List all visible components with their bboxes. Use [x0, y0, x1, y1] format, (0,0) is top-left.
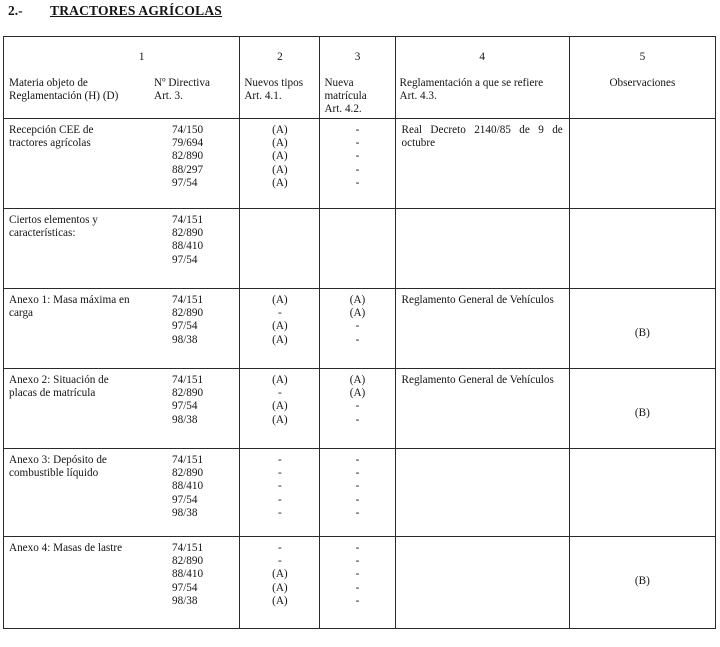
- directive-list: [159, 124, 203, 190]
- reglamentacion-cell: [395, 209, 569, 289]
- header-reglamentacion: Reglamentación a que se refiere Art. 4.3.: [399, 77, 544, 103]
- directive-number: 98/38: [172, 506, 198, 519]
- directive-number: 82/890: [172, 227, 204, 240]
- observacion-text: (B): [634, 575, 650, 587]
- reglamentacion-text: [396, 209, 569, 214]
- directive-number: 74/151: [172, 214, 204, 226]
- col-number-4: 4: [479, 51, 485, 63]
- observacion-text: (B): [634, 327, 650, 339]
- mark: -: [355, 568, 360, 581]
- nuevos-tipos-cell: [240, 289, 320, 369]
- directive-number: 98/38: [172, 413, 198, 426]
- mark: -: [355, 480, 360, 493]
- mark: -: [355, 333, 360, 346]
- subject-text: Recepción CEE de tractores agrícolas: [9, 124, 94, 150]
- header-row: [4, 37, 716, 119]
- nuevos-tipos-cell: [240, 537, 320, 629]
- nueva-matricula-cell: [320, 537, 395, 629]
- col-number-3: 3: [354, 51, 361, 63]
- subject-text: Anexo 4: Masas de lastre: [9, 542, 123, 554]
- directive-list: [159, 542, 203, 608]
- directive-number: 88/410: [172, 568, 204, 581]
- directive-number: 98/38: [172, 594, 198, 607]
- directive-number: 74/151: [172, 454, 204, 466]
- directive-number: 97/54: [172, 320, 198, 333]
- directive-number: 79/694: [172, 137, 204, 150]
- header-nuevos-tipos: Nuevos tipos Art. 4.1.: [244, 77, 304, 103]
- directive-number: 74/150: [172, 124, 204, 136]
- section-title: TRACTORES AGRÍCOLAS: [50, 3, 222, 18]
- mark: -: [355, 320, 360, 333]
- directive-list: [159, 454, 203, 520]
- mark: -: [355, 124, 360, 136]
- directive-number: 74/151: [172, 294, 204, 306]
- directive-number: 97/54: [172, 400, 198, 413]
- mark: -: [355, 467, 360, 480]
- observacion-text: [570, 449, 715, 487]
- nueva-matricula-cell: [320, 369, 395, 449]
- directive-number: 97/54: [172, 176, 198, 189]
- mark: -: [278, 387, 282, 400]
- mark: (A): [272, 333, 288, 346]
- observaciones-cell: [569, 449, 715, 537]
- directive-number: 82/890: [172, 467, 204, 480]
- mark: (A): [349, 294, 366, 306]
- mark: -: [355, 493, 360, 506]
- directive-number: 97/54: [172, 493, 198, 506]
- mark: (A): [272, 150, 288, 163]
- mark: -: [278, 307, 282, 320]
- mark: -: [278, 480, 282, 493]
- reglamentacion-text: Reglamento General de Vehículos: [401, 294, 554, 306]
- reglamentacion-cell: [395, 369, 569, 449]
- observaciones-cell: [569, 369, 715, 449]
- table-row: [4, 369, 716, 449]
- header-col-4: [395, 37, 569, 119]
- mark: (A): [272, 374, 288, 386]
- mark: -: [355, 150, 360, 163]
- header-nueva-matricula: Nueva matrícula Art. 4.2.: [324, 77, 367, 116]
- directive-number: 82/890: [172, 150, 204, 163]
- mark: -: [355, 581, 360, 594]
- header-observaciones: Observaciones: [609, 77, 676, 89]
- mark: -: [355, 400, 360, 413]
- mark: -: [355, 594, 360, 607]
- observacion-text: (B): [634, 407, 650, 419]
- observaciones-cell: [569, 209, 715, 289]
- subject-text: Ciertos elementos y características:: [9, 214, 98, 240]
- mark: -: [355, 542, 360, 554]
- nueva-matricula-cell: [320, 119, 395, 209]
- reglamentacion-cell: [395, 537, 569, 629]
- header-directiva: Nº Directiva Art. 3.: [154, 77, 210, 103]
- mark: (A): [272, 124, 288, 136]
- nueva-matricula-cell: [320, 289, 395, 369]
- subject-cell: [4, 369, 240, 449]
- mark: (A): [272, 581, 288, 594]
- directive-number: 82/890: [172, 387, 204, 400]
- mark: -: [355, 413, 360, 426]
- directive-number: 97/54: [172, 253, 198, 266]
- mark: -: [355, 454, 360, 466]
- section-number: 2.-: [8, 3, 23, 18]
- nuevos-tipos-cell: [240, 119, 320, 209]
- directive-number: 88/410: [172, 240, 204, 253]
- mark: (A): [272, 176, 288, 189]
- header-col-1: [4, 37, 240, 119]
- mark: -: [278, 542, 282, 554]
- mark: (A): [349, 307, 366, 320]
- col-number-1: 1: [138, 51, 145, 63]
- observaciones-cell: [569, 289, 715, 369]
- reglamentacion-cell: [395, 449, 569, 537]
- observaciones-cell: [569, 119, 715, 209]
- reglamentacion-text: Real Decreto 2140/85 de 9 de octubre: [401, 124, 563, 150]
- mark: (A): [272, 568, 288, 581]
- subject-cell: [4, 449, 240, 537]
- mark: (A): [272, 320, 288, 333]
- observaciones-cell: [569, 537, 715, 629]
- reglamentacion-cell: [395, 289, 569, 369]
- header-materia: Materia objeto de Reglamentación (H) (D): [9, 77, 119, 103]
- reglamentacion-cell: [395, 119, 569, 209]
- subject-text: Anexo 2: Situación de placas de matrícula: [9, 374, 109, 400]
- mark: -: [355, 176, 360, 189]
- mark: -: [355, 137, 360, 150]
- mark: (A): [272, 137, 288, 150]
- subject-cell: [4, 537, 240, 629]
- mark: (A): [272, 413, 288, 426]
- nueva-matricula-cell: [320, 449, 395, 537]
- mark: -: [355, 506, 360, 519]
- nuevos-tipos-cell: [240, 369, 320, 449]
- col-number-5: 5: [639, 51, 646, 63]
- col-number-2: 2: [277, 51, 283, 63]
- mark: -: [278, 493, 282, 506]
- mark: (A): [272, 294, 288, 306]
- directive-number: 98/38: [172, 333, 198, 346]
- directive-list: [159, 294, 203, 347]
- directive-number: 82/890: [172, 555, 204, 568]
- header-col-5: [569, 37, 715, 119]
- mark: -: [278, 506, 282, 519]
- table-row: [4, 289, 716, 369]
- directive-number: 74/151: [172, 542, 204, 554]
- nueva-matricula-cell: [320, 209, 395, 289]
- directive-number: 97/54: [172, 581, 198, 594]
- table-row: [4, 209, 716, 289]
- directive-list: [159, 214, 203, 267]
- reglamentacion-text: [396, 449, 569, 454]
- mark: (A): [349, 374, 366, 386]
- directive-number: 74/151: [172, 374, 204, 386]
- mark: (A): [272, 400, 288, 413]
- observacion-text: [570, 209, 715, 247]
- mark: (A): [272, 594, 288, 607]
- directive-number: 88/297: [172, 163, 204, 176]
- reglamentacion-text: Reglamento General de Vehículos: [401, 374, 554, 386]
- mark: -: [278, 555, 282, 568]
- subject-cell: [4, 119, 240, 209]
- mark: -: [278, 454, 282, 466]
- table-row: [4, 119, 716, 209]
- directive-number: 82/890: [172, 307, 204, 320]
- section-heading: [8, 3, 222, 19]
- nuevos-tipos-cell: [240, 209, 320, 289]
- subject-text: Anexo 3: Depósito de combustible líquido: [9, 454, 107, 480]
- directive-number: 88/410: [172, 480, 204, 493]
- table-row: [4, 449, 716, 537]
- mark: -: [355, 555, 360, 568]
- subject-cell: [4, 289, 240, 369]
- regulation-table: [3, 36, 716, 629]
- subject-text: Anexo 1: Masa máxima en carga: [9, 294, 130, 320]
- observacion-text: [570, 119, 715, 157]
- table-row: [4, 537, 716, 629]
- mark: (A): [272, 163, 288, 176]
- mark: -: [278, 467, 282, 480]
- subject-cell: [4, 209, 240, 289]
- mark: (A): [349, 387, 366, 400]
- mark: -: [355, 163, 360, 176]
- header-col-2: [240, 37, 320, 119]
- reglamentacion-text: [396, 537, 569, 542]
- header-col-3: [320, 37, 395, 119]
- nuevos-tipos-cell: [240, 449, 320, 537]
- directive-list: [159, 374, 203, 427]
